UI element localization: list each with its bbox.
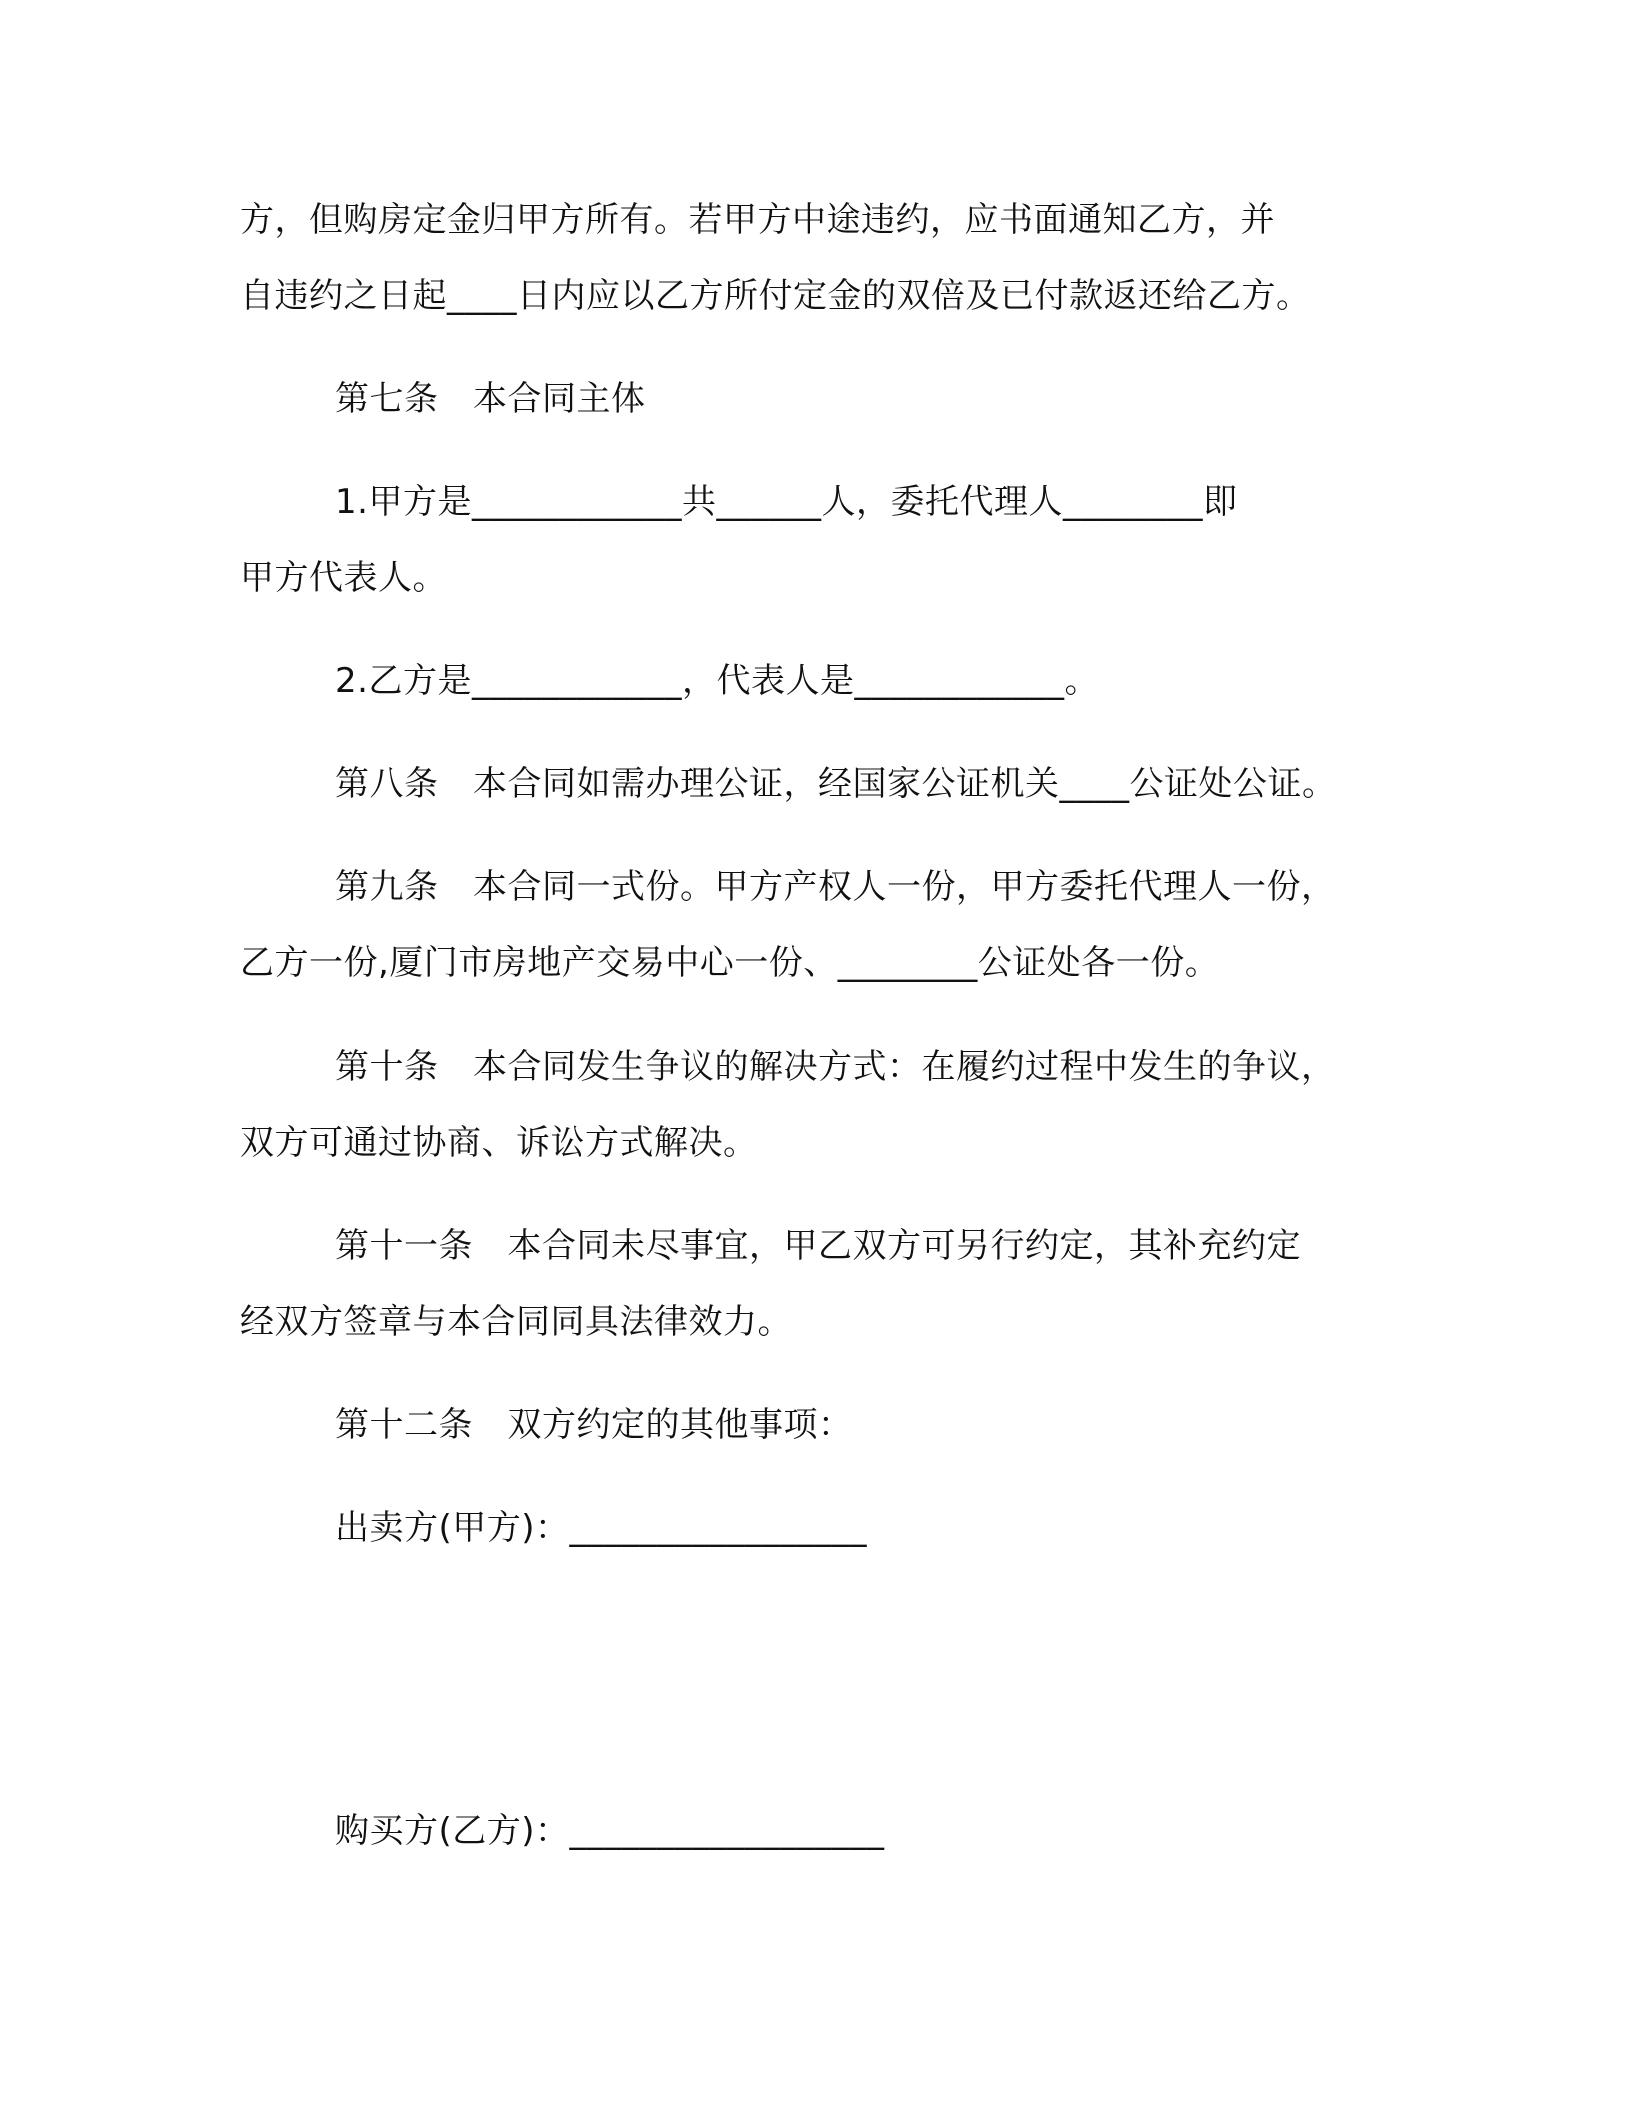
article-7-item-2: 2.乙方是____________，代表人是____________。 xyxy=(335,661,1099,701)
article-8: 第八条 本合同如需办理公证，经国家公证机关____公证处公证。 xyxy=(335,764,1337,804)
article-7-heading: 第七条 本合同主体 xyxy=(335,379,646,419)
article-11-line-1: 第十一条 本合同未尽事宜，甲乙双方可另行约定，其补充约定 xyxy=(335,1226,1301,1266)
paragraph-line-2: 自违约之日起____日内应以乙方所付定金的双倍及已付款返还给乙方。 xyxy=(240,276,1311,316)
article-10-line-2: 双方可通过协商、诉讼方式解决。 xyxy=(240,1123,758,1163)
article-7-item-1-line-2: 甲方代表人。 xyxy=(240,558,447,598)
article-10-line-1: 第十条 本合同发生争议的解决方式：在履约过程中发生的争议， xyxy=(335,1047,1336,1087)
seller-signature-line: 出卖方(甲方)：_________________ xyxy=(335,1508,868,1548)
article-9-line-2: 乙方一份,厦门市房地产交易中心一份、________公证处各一份。 xyxy=(240,943,1220,983)
article-7-item-1-line-1: 1.甲方是____________共______人，委托代理人________即 xyxy=(335,482,1238,522)
article-11-line-2: 经双方签章与本合同同具法律效力。 xyxy=(240,1302,792,1342)
paragraph-line-1: 方，但购房定金归甲方所有。若甲方中途违约，应书面通知乙方，并 xyxy=(240,200,1275,240)
buyer-signature-line: 购买方(乙方)：__________________ xyxy=(335,1811,885,1851)
article-9-line-1: 第九条 本合同一式份。甲方产权人一份，甲方委托代理人一份， xyxy=(335,867,1336,907)
article-12: 第十二条 双方约定的其他事项： xyxy=(335,1405,853,1445)
